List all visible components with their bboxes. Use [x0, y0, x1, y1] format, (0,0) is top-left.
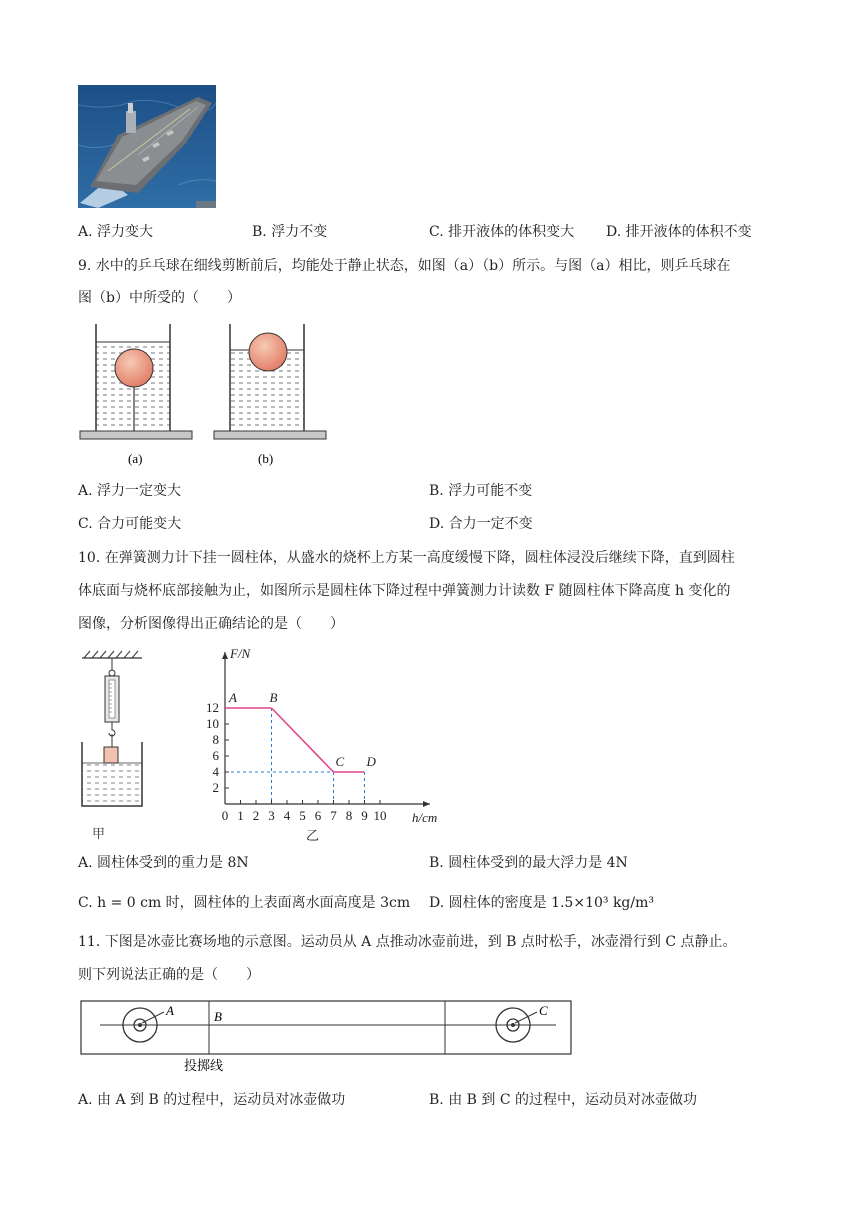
q9-option-d: D. 合力一定不变 [429, 516, 533, 532]
q9-option-a: A. 浮力一定变大 [78, 483, 182, 499]
x-tick-label: 7 [330, 808, 337, 823]
q10-apparatus-figure [78, 648, 148, 843]
label-c: C [539, 1003, 548, 1018]
carrier-photo [78, 85, 216, 208]
point-label-a: A [229, 690, 237, 705]
throw-line-label: 投掷线 [184, 1059, 224, 1074]
q11-option-a: A. 由 A 到 B 的过程中，运动员对冰壶做功 [78, 1092, 346, 1108]
x-tick-label: 0 [221, 808, 229, 823]
q8-option-c: C. 排开液体的体积变大 [429, 224, 575, 240]
q10-option-b: B. 圆柱体受到的最大浮力是 4N [429, 855, 628, 871]
q10-chart [200, 644, 460, 842]
y-axis-arrow [222, 652, 228, 659]
x-axis-label: h/cm [412, 810, 438, 825]
q11-stem-line1: 11. 下图是冰壶比赛场地的示意图。运动员从 A 点推动冰壶前进，到 B 点时松手，冰壶滑行到 C 点静止。 [78, 934, 737, 950]
x-tick-label: 4 [283, 808, 291, 823]
q10-stem-line3: 图像，分析图像得出正确结论的是（ ） [78, 616, 344, 632]
q10-stem-line1: 10. 在弹簧测力计下挂一圆柱体，从盛水的烧杯上方某一高度缓慢下降，圆柱体浸没后继续下降，直到圆柱 [78, 550, 735, 566]
fig-b-label: (b) [258, 451, 274, 466]
y-tick-label: 4 [212, 764, 219, 779]
q9-option-c: C. 合力可能变大 [78, 516, 182, 532]
q8-option-a: A. 浮力变大 [78, 224, 154, 240]
x-tick-label: 9 [361, 808, 368, 823]
q10-stem-line2: 体底面与烧杯底部接触为止，如图所示是圆柱体下降过程中弹簧测力计读数 F 随圆柱体下降高度 h 变化的 [78, 583, 731, 599]
q9-stem-line2: 图（b）中所受的（ ） [78, 290, 241, 306]
point-label-b: B [269, 690, 278, 705]
q10-option-a: A. 圆柱体受到的重力是 8N [78, 855, 249, 871]
series-segment [272, 708, 334, 772]
y-tick-label: 8 [212, 732, 219, 747]
x-tick-label: 8 [345, 808, 353, 823]
x-tick-label: 5 [299, 808, 306, 823]
y-axis-label: F/N [230, 646, 251, 661]
x-tick-label: 1 [237, 808, 244, 823]
x-tick-label: 2 [252, 808, 260, 823]
q11-option-b: B. 由 B 到 C 的过程中，运动员对冰壶做功 [429, 1092, 697, 1108]
y-tick-label: 2 [212, 780, 219, 795]
point-label-c: C [335, 754, 345, 769]
x-tick-label: 3 [268, 808, 275, 823]
y-tick-label: 12 [206, 700, 219, 715]
q10-option-c: C. h = 0 cm 时，圆柱体的上表面离水面高度是 3cm [78, 895, 411, 911]
q9-figure [78, 320, 330, 470]
q9-option-b: B. 浮力可能不变 [429, 483, 533, 499]
y-tick-label: 10 [206, 716, 219, 731]
q9-stem-line1: 9. 水中的乒乓球在细线剪断前后，均能处于静止状态，如图（a）（b）所示。与图（a）相比，则乒乓球在 [78, 258, 731, 274]
fig-jia-label: 甲 [92, 826, 106, 841]
x-tick-label: 10 [373, 808, 387, 823]
x-axis-arrow [423, 801, 430, 807]
q10-option-d: D. 圆柱体的密度是 1.5×10³ kg/m³ [429, 895, 654, 911]
q8-option-b: B. 浮力不变 [252, 224, 328, 240]
label-b: B [214, 1009, 222, 1024]
point-label-d: D [366, 754, 376, 769]
chart-sub-label: 乙 [305, 829, 320, 842]
fig-a-label: (a) [128, 451, 143, 466]
q11-stem-line2: 则下列说法正确的是（ ） [78, 967, 260, 983]
q8-option-d: D. 排开液体的体积不变 [606, 224, 752, 240]
label-a: A [166, 1003, 174, 1018]
x-tick-label: 6 [314, 808, 322, 823]
curling-rink-figure [78, 998, 574, 1076]
y-tick-label: 6 [212, 748, 219, 763]
